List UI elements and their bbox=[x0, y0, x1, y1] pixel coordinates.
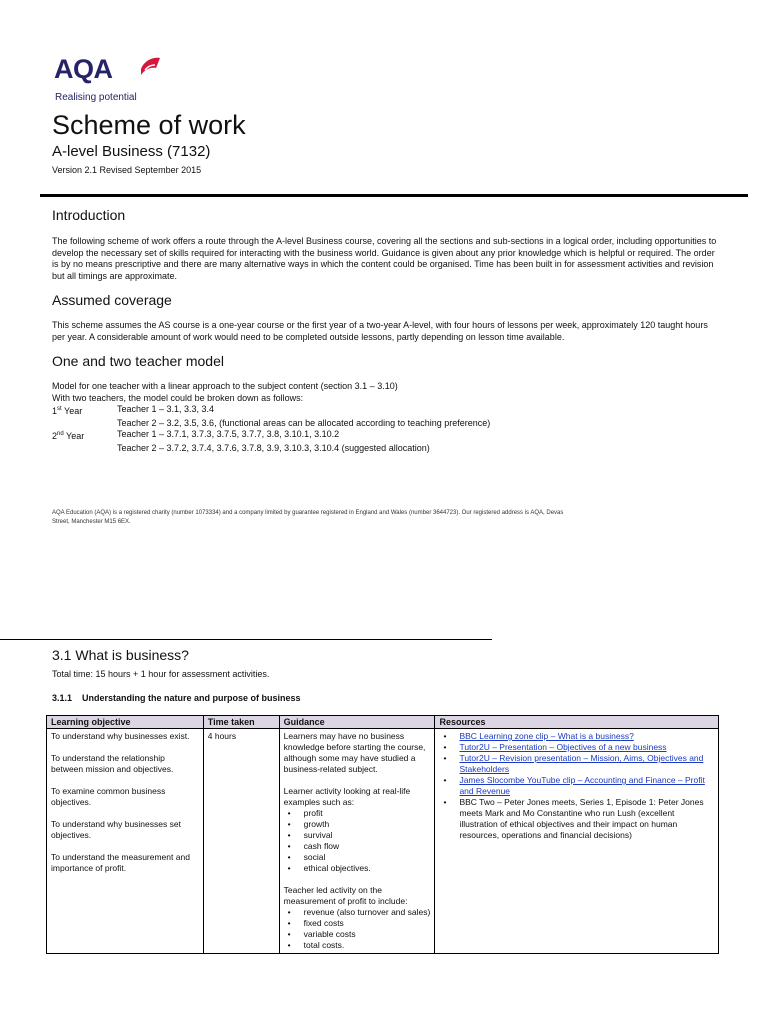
year-2-teacher-1: Teacher 1 – 3.7.1, 3.7.3, 3.7.5, 3.7.7, 3.8, 3.10.1, 3.10.2 bbox=[117, 429, 340, 439]
version-text: Version 2.1 Revised September 2015 bbox=[52, 165, 202, 175]
year-1-teacher-2: Teacher 2 – 3.2, 3.5, 3.6, (functional areas can be allocated according to teaching preference) bbox=[117, 417, 491, 428]
list-item: • profit bbox=[296, 808, 431, 819]
guidance-cell bbox=[279, 729, 435, 954]
list-item: • fixed costs bbox=[296, 918, 431, 929]
resource-item bbox=[451, 775, 714, 797]
col-header-guidance: Guidance bbox=[279, 716, 435, 729]
resource-link-youtube-clip[interactable]: James Slocombe YouTube clip – Accounting and Finance – Profit and Revenue bbox=[459, 775, 705, 796]
model-line-2: With two teachers, the model could be broken down as follows: bbox=[52, 392, 304, 403]
objectives-cell bbox=[47, 729, 204, 954]
list-item: • revenue (also turnover and sales) bbox=[296, 907, 431, 918]
table-row bbox=[47, 729, 719, 954]
resource-item bbox=[451, 742, 714, 753]
section-divider bbox=[0, 639, 492, 640]
resource-link-bbc-clip[interactable]: BBC Learning zone clip – What is a business? bbox=[459, 731, 634, 741]
col-header-resources: Resources bbox=[435, 716, 719, 729]
profit-measure-list bbox=[284, 907, 431, 951]
objective-item: To examine common business objectives. bbox=[51, 786, 166, 807]
section-title: 3.1 What is business? bbox=[52, 647, 189, 663]
year-1-row-2 bbox=[52, 418, 490, 430]
intro-text: The following scheme of work offers a route through the A-level Business course, covering all the sections and sub-sections in a logical order, including opportunities to develop the necessary set of skills required for interacting with the business world. Guidance is given about any prior knowledge which is helpful or required. The order is by no means prescriptive and there are many alternative ways in which the content could be organised. Time has been built in for assessment activities and revision but all timings are approximate. bbox=[52, 236, 717, 281]
year-2-row-1 bbox=[52, 429, 490, 443]
legal-footer-note: AQA Education (AQA) is a registered charity (number 1073334) and a company limited by guarantee registered in England and Wales (number 3644723). Our registered address is AQA, Devas Street, Manchester M15 6EX. bbox=[52, 510, 564, 525]
year-2-row-2 bbox=[52, 443, 490, 455]
coverage-text: This scheme assumes the AS course is a one-year course or the first year of a two-year A-level, with four hours of lessons per week, approximately 120 taught hours per year. A considerable amount of work would need to be completed outside lessons, partly depending on lesson time available. bbox=[52, 320, 708, 342]
guidance-intro: Learners may have no business knowledge before starting the course, although some may have studied a business-related subject. bbox=[283, 731, 426, 774]
list-item: • ethical objectives. bbox=[296, 863, 431, 874]
teacher-model bbox=[52, 381, 490, 454]
objective-item: To understand why businesses exist. bbox=[51, 731, 190, 741]
list-item: • social bbox=[296, 852, 431, 863]
resources-cell bbox=[435, 729, 719, 954]
objectives-examples-list bbox=[284, 808, 431, 874]
logo-tagline: Realising potential bbox=[55, 92, 137, 103]
year-1-row-1 bbox=[52, 404, 490, 418]
objective-item: To understand the relationship between mission and objectives. bbox=[51, 753, 174, 774]
objective-item: To understand the measurement and importance of profit. bbox=[51, 852, 190, 873]
header-divider bbox=[40, 194, 748, 197]
resource-link-tutor2u-revision[interactable]: Tutor2U – Revision presentation – Mission, Aims, Objectives and Stakeholders bbox=[459, 753, 704, 774]
resources-list bbox=[439, 731, 714, 841]
aqa-logo-mark-icon bbox=[139, 57, 161, 77]
intro-heading: Introduction bbox=[52, 207, 126, 223]
col-header-objective: Learning objective bbox=[47, 716, 204, 729]
scheme-table bbox=[46, 715, 719, 954]
list-item: • growth bbox=[296, 819, 431, 830]
resource-item: • BBC Two – Peter Jones meets, Series 1, Episode 1: Peter Jones meets Mark and Mo Constantine who run Lush (excellent illustration of ethical objectives and their impact on human resources, operations and financial decisions) bbox=[451, 797, 714, 841]
guidance-teacher-activity: Teacher led activity on the measurement of profit to include: bbox=[283, 885, 408, 906]
resource-item bbox=[451, 731, 714, 742]
guidance-activity: Learner activity looking at real-life examples such as: bbox=[283, 786, 411, 807]
aqa-logo: AQA bbox=[54, 54, 113, 84]
year-1-teacher-1: Teacher 1 – 3.1, 3.3, 3.4 bbox=[117, 404, 215, 414]
table-header-row bbox=[47, 716, 719, 729]
model-line-1: Model for one teacher with a linear approach to the subject content (section 3.1 – 3.10) bbox=[52, 381, 398, 391]
time-cell: 4 hours bbox=[203, 729, 279, 954]
list-item: • cash flow bbox=[296, 841, 431, 852]
year-2-teacher-2: Teacher 2 – 3.7.2, 3.7.4, 3.7.6, 3.7.8, 3.9, 3.10.3, 3.10.4 (suggested allocation) bbox=[117, 442, 430, 453]
model-heading: One and two teacher model bbox=[52, 353, 224, 369]
page-title: Scheme of work bbox=[52, 110, 246, 140]
list-item: • survival bbox=[296, 830, 431, 841]
objective-item: To understand why businesses set objectives. bbox=[51, 819, 181, 840]
list-item: • variable costs bbox=[296, 929, 431, 940]
coverage-heading: Assumed coverage bbox=[52, 292, 172, 308]
subsection-title: 3.1.1 Understanding the nature and purpose of business bbox=[52, 693, 301, 703]
resource-link-tutor2u-objectives[interactable]: Tutor2U – Presentation – Objectives of a new business bbox=[459, 742, 667, 752]
col-header-time: Time taken bbox=[203, 716, 279, 729]
total-time: Total time: 15 hours + 1 hour for assessment activities. bbox=[52, 669, 270, 679]
resource-item bbox=[451, 753, 714, 775]
year-1-label: 1st Year bbox=[52, 406, 83, 416]
list-item: • total costs. bbox=[296, 940, 431, 951]
year-2-label: 2nd Year bbox=[52, 431, 85, 441]
page-subtitle: A-level Business (7132) bbox=[52, 143, 211, 160]
